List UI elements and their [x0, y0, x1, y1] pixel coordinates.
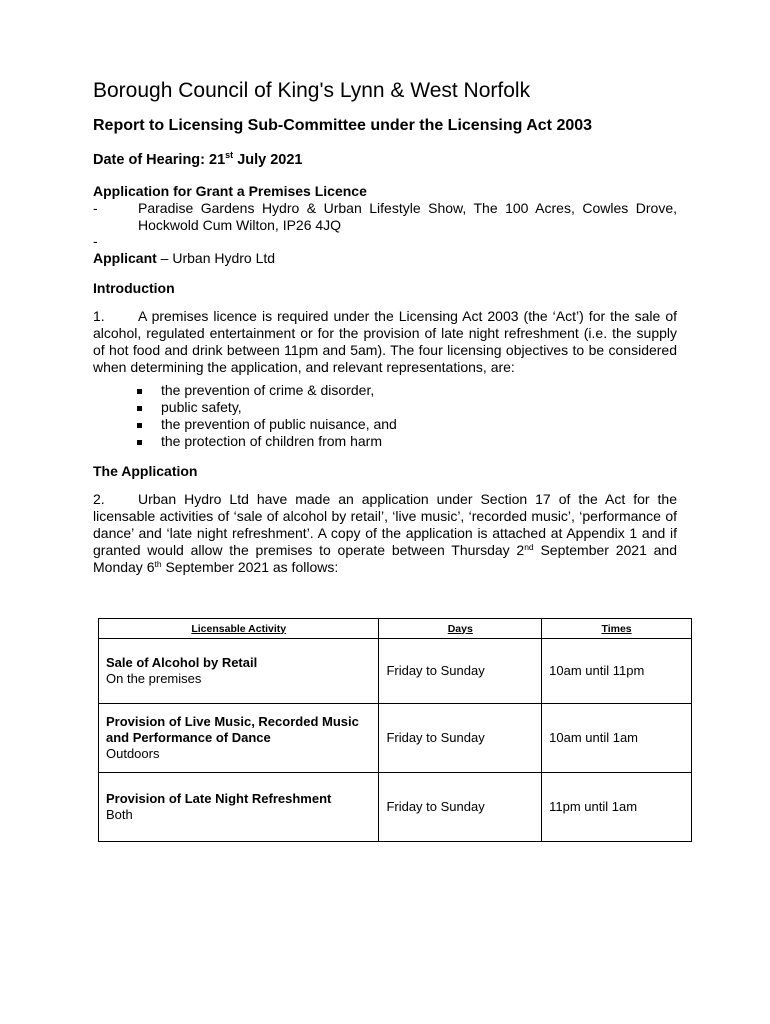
- applicant-label: Applicant: [93, 250, 157, 266]
- bullet-icon: [137, 406, 142, 411]
- application-paragraph: 2. Urban Hydro Ltd have made an application under Section 17 of the Act for the licensable activities of ‘sale of alcohol by retail’, ‘live music’, ‘recorded music’, ‘performance of dance’ and ‘late night refreshment’. A copy of the application is attached at Appendix 1 and if granted would allow the premises to operate between Thursday 2nd September 2021 and Monday 6th September 2021 as follows:: [93, 491, 677, 575]
- application-section-heading: The Application: [93, 463, 198, 479]
- premises-address: Paradise Gardens Hydro & Urban Lifestyle Show, The 100 Acres, Cowles Drove, Hockwold Cum Wilton, IP26 4JQ: [138, 200, 677, 233]
- dash-marker: -: [93, 200, 98, 216]
- table-row: [99, 704, 692, 773]
- applicant-value: – Urban Hydro Ltd: [156, 250, 276, 266]
- bullet-icon: [137, 389, 142, 394]
- report-title: Report to Licensing Sub-Committee under the Licensing Act 2003: [93, 117, 593, 134]
- application-heading: Application for Grant a Premises Licence: [93, 183, 367, 199]
- premises-line: [93, 200, 677, 234]
- column-header-times: Times: [542, 619, 692, 639]
- list-item: the prevention of crime & disorder,: [137, 382, 677, 399]
- dash-marker-empty: -: [93, 233, 98, 249]
- table-row: [99, 639, 692, 704]
- column-header-activity: Licensable Activity: [99, 619, 379, 639]
- licensing-objectives-list: [93, 382, 677, 450]
- activity-cell: Sale of Alcohol by Retail On the premises: [99, 639, 379, 704]
- list-item: the protection of children from harm: [137, 433, 677, 450]
- times-cell: 10am until 1am: [542, 704, 692, 773]
- list-item: public safety,: [137, 399, 677, 416]
- licensable-activities-table: [98, 618, 692, 842]
- days-cell: Friday to Sunday: [379, 639, 542, 704]
- table-row: [99, 773, 692, 842]
- column-header-days: Days: [379, 619, 542, 639]
- days-cell: Friday to Sunday: [379, 773, 542, 842]
- times-cell: 11pm until 1am: [542, 773, 692, 842]
- introduction-paragraph: 1. A premises licence is required under the Licensing Act 2003 (the ‘Act’) for the sale of alcohol, regulated entertainment or for the provision of late night refreshment (i.e. the supply of hot food and drink between 11pm and 5am). The four licensing objectives to be considered when determining the application, and relevant representations, are:: [93, 308, 677, 375]
- activity-cell: Provision of Live Music, Recorded Music and Performance of Dance Outdoors: [99, 704, 379, 773]
- applicant-line: [93, 250, 677, 267]
- bullet-icon: [137, 440, 142, 445]
- activity-cell: Provision of Late Night Refreshment Both: [99, 773, 379, 842]
- introduction-heading: Introduction: [93, 280, 175, 296]
- council-name: Borough Council of King's Lynn & West Norfolk: [93, 79, 531, 102]
- times-cell: 10am until 11pm: [542, 639, 692, 704]
- days-cell: Friday to Sunday: [379, 704, 542, 773]
- bullet-icon: [137, 423, 142, 428]
- list-item: the prevention of public nuisance, and: [137, 416, 677, 433]
- table-header-row: [99, 619, 692, 639]
- report-document: [93, 78, 677, 576]
- hearing-date: Date of Hearing: 21st July 2021: [93, 150, 303, 168]
